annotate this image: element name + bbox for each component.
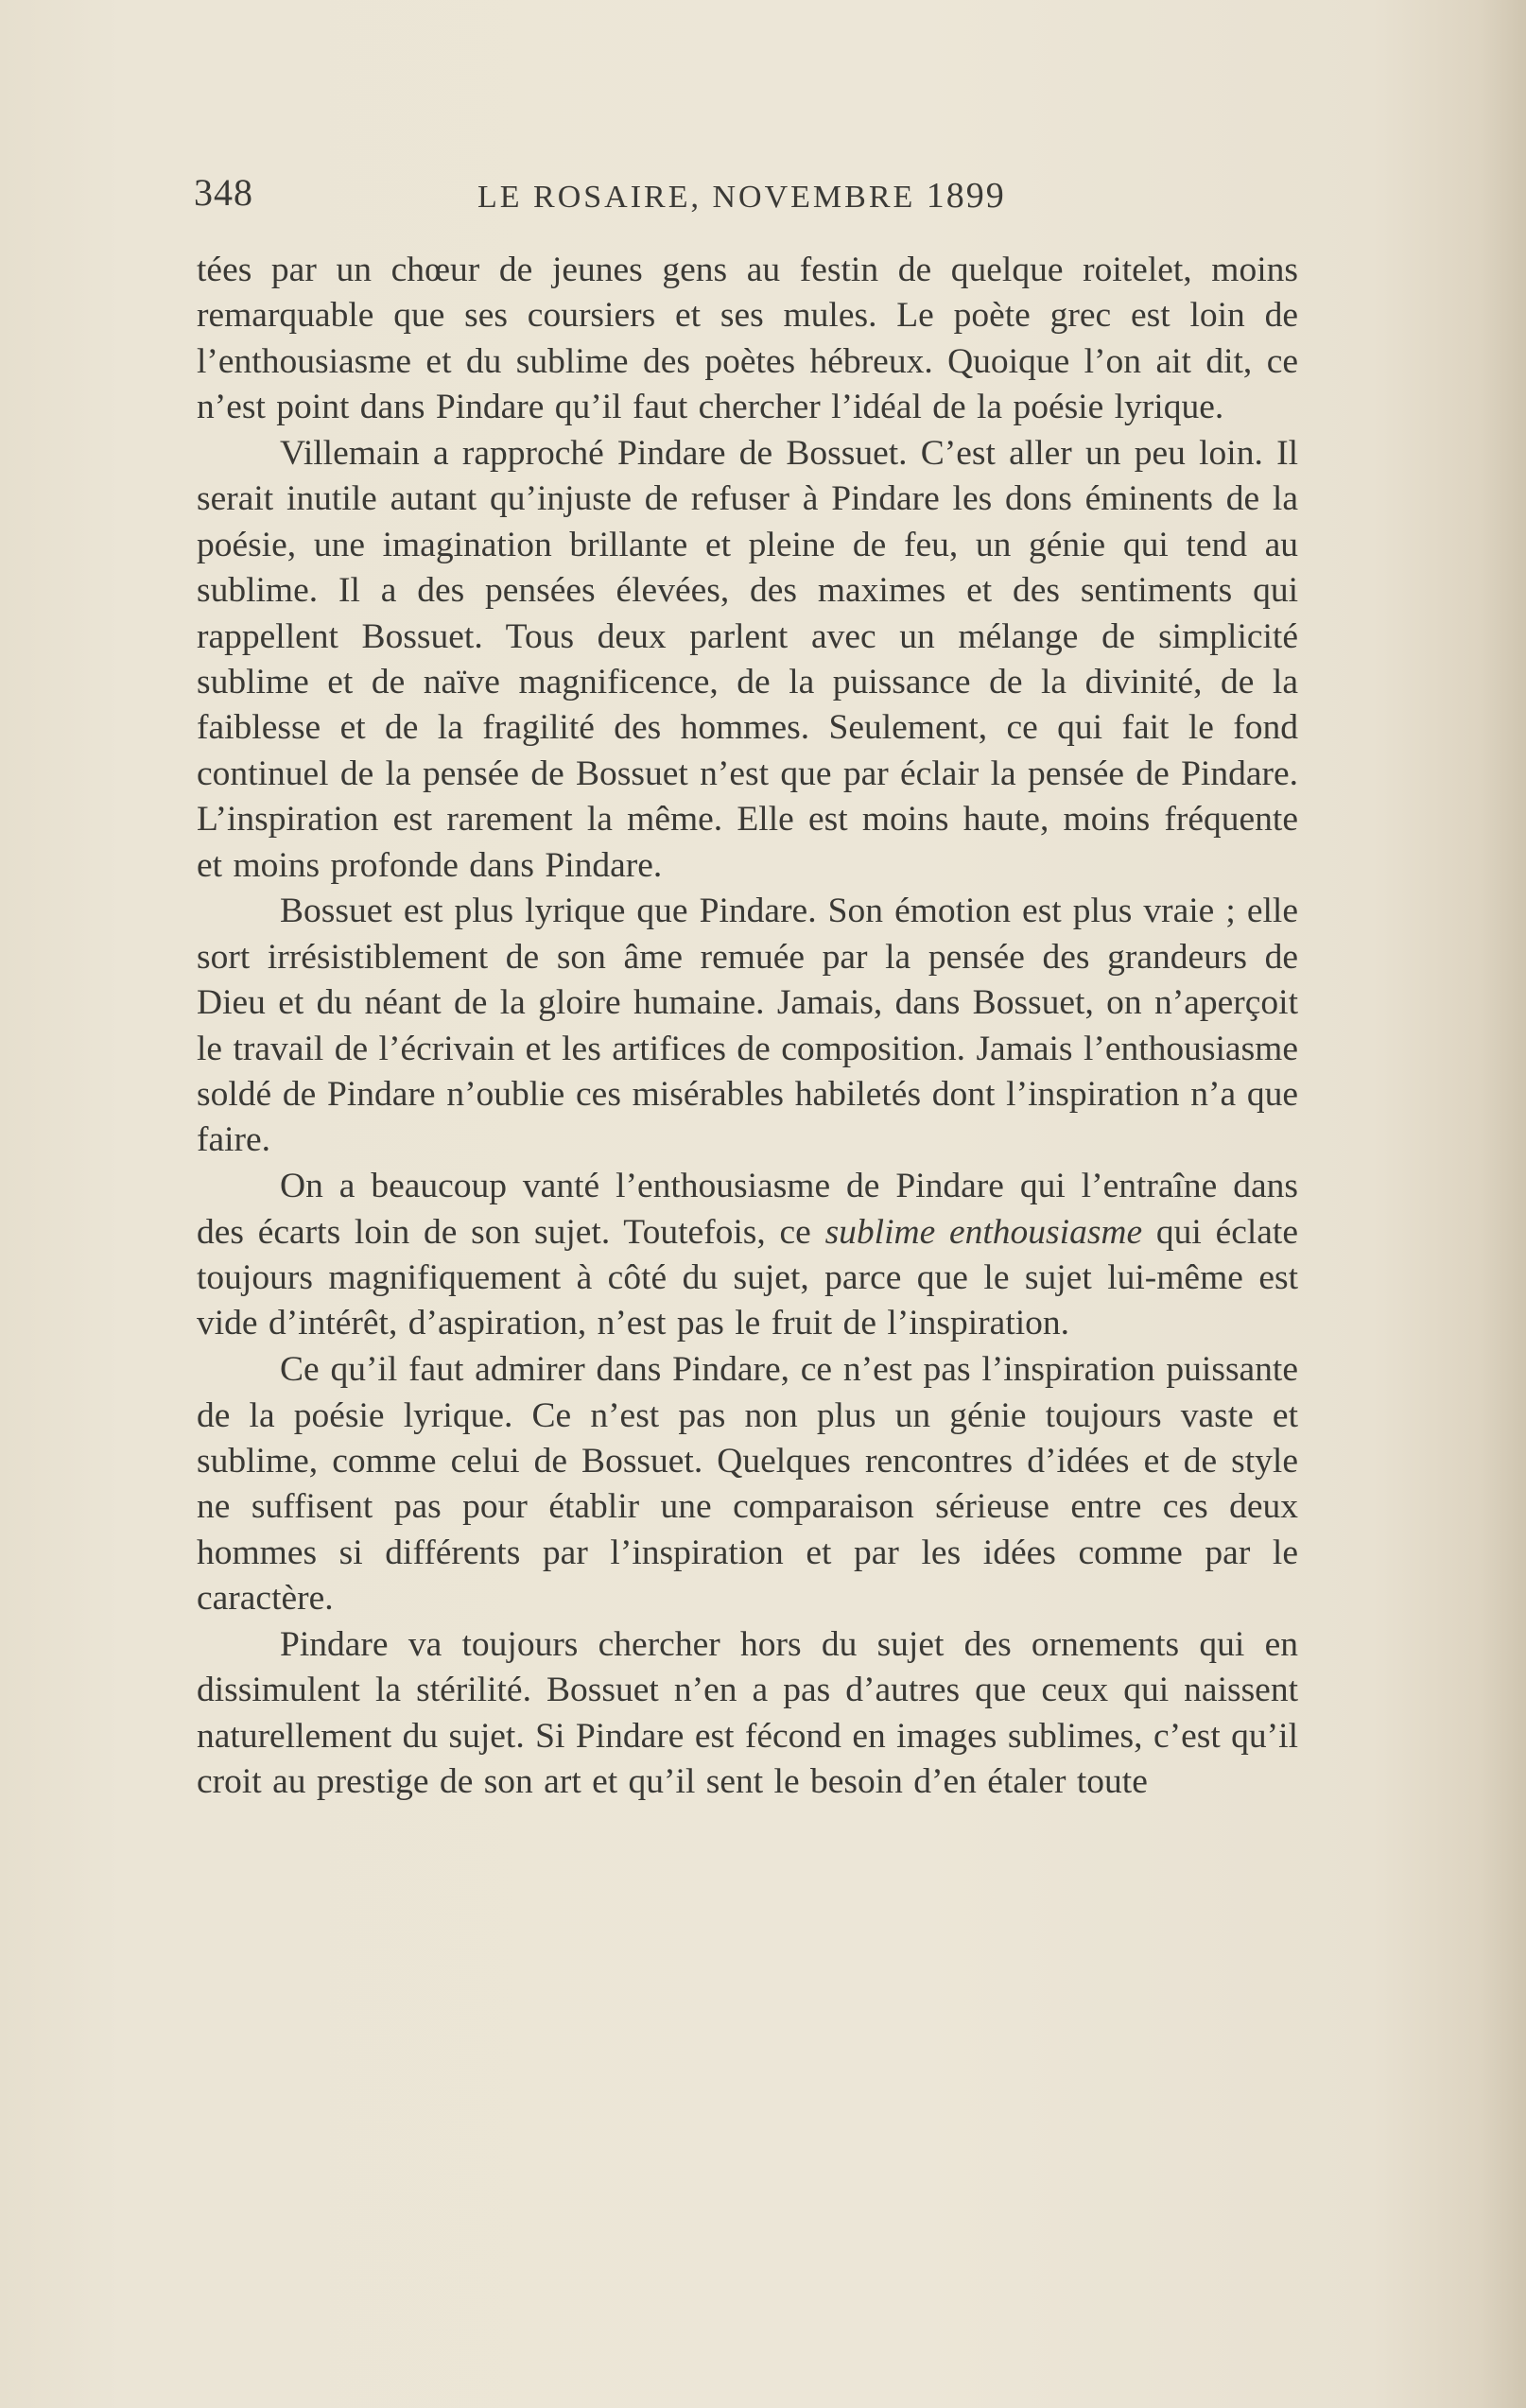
running-head-title: LE ROSAIRE, NOVEMBRE [477,180,916,215]
paragraph-3: Bossuet est plus lyrique que Pindare. Son émotion est plus vraie ; elle sort irrésistiblement de son âme remuée par la pensée des grandeurs de Dieu et du néant de la gloire humaine. Jamais, dans Bossuet, on n’aperçoit le travail de l’écrivain et les artifices de composition. Jamais l’enthousiasme soldé de Pindare n’oublie ces misérables habiletés dont l’inspiration n’a que faire. [197,892,1298,1160]
paragraph-1: tées par un chœur de jeunes gens au festin de quelque roitelet, moins remarquable que ses coursiers et ses mules. Le poète grec est loin de l’enthousiasme et du sublime des poètes hébreux. Quoique l’on ait dit, ce n’est point dans Pindare qu’il faut chercher l’idéal de la poésie lyrique. [197,251,1298,427]
body-text [197,248,1298,1806]
paragraph-4-text-b: qui éclate toujours magnifiquement à côté du sujet, parce que le sujet lui-même est vide d’intérêt, d’aspiration, n’est pas le fruit de l’inspiration. [197,1212,1298,1343]
paragraph-6: Pindare va toujours chercher hors du sujet des ornements qui en dissimulent la stérilité. Bossuet n’en a pas d’autres que ceux qui naissent naturellement du sujet. Si Pindare est fécond en images sublimes, c’est qu’il croit au prestige de son art et qu’il sent le besoin d’en étaler toute [197,1624,1298,1802]
page-header [194,170,1295,236]
paragraph-4-text-a: On a beaucoup vanté l’enthousiasme de Pindare qui l’entraîne dans des écarts loin de son sujet. Toutefois, ce [197,1167,1298,1252]
paragraph-4 [197,1164,1298,1347]
page-number: 348 [194,171,253,214]
paragraph-4-italic: sublime enthousiasme [824,1212,1143,1252]
paragraph-2: Villemain a rapproché Pindare de Bossuet. C’est aller un peu loin. Il serait inutile autant qu’injuste de refuser à Pindare les dons éminents de la poésie, une imagination brillante et pleine de feu, un génie qui tend au sublime. Il a des pensées élevées, des maximes et des sentiments qui rappellent Bossuet. Tous deux parlent avec un mélange de simplicité sublime et de naïve magnificence, de la puissance de la divinité, de la faiblesse et de la fragilité des hommes. Seulement, ce qui fait le fond continuel de la pensée de Bossuet n’est que par éclair la pensée de Pindare. L’inspiration est rarement la même. Elle est moins haute, moins fréquente et moins profonde dans Pindare. [197,433,1298,885]
running-head-year: 1899 [926,176,1006,216]
paragraph-5: Ce qu’il faut admirer dans Pindare, ce n’est pas l’inspiration puissante de la poésie lyrique. Ce n’est pas non plus un génie toujours vaste et sublime, comme celui de Bossuet. Quelques rencontres d’idées et de style ne suffisent pas pour établir une comparaison sérieuse entre ces deux hommes si différents par l’inspiration et par les idées comme par le caractère. [197,1350,1298,1619]
running-head [477,175,1006,217]
